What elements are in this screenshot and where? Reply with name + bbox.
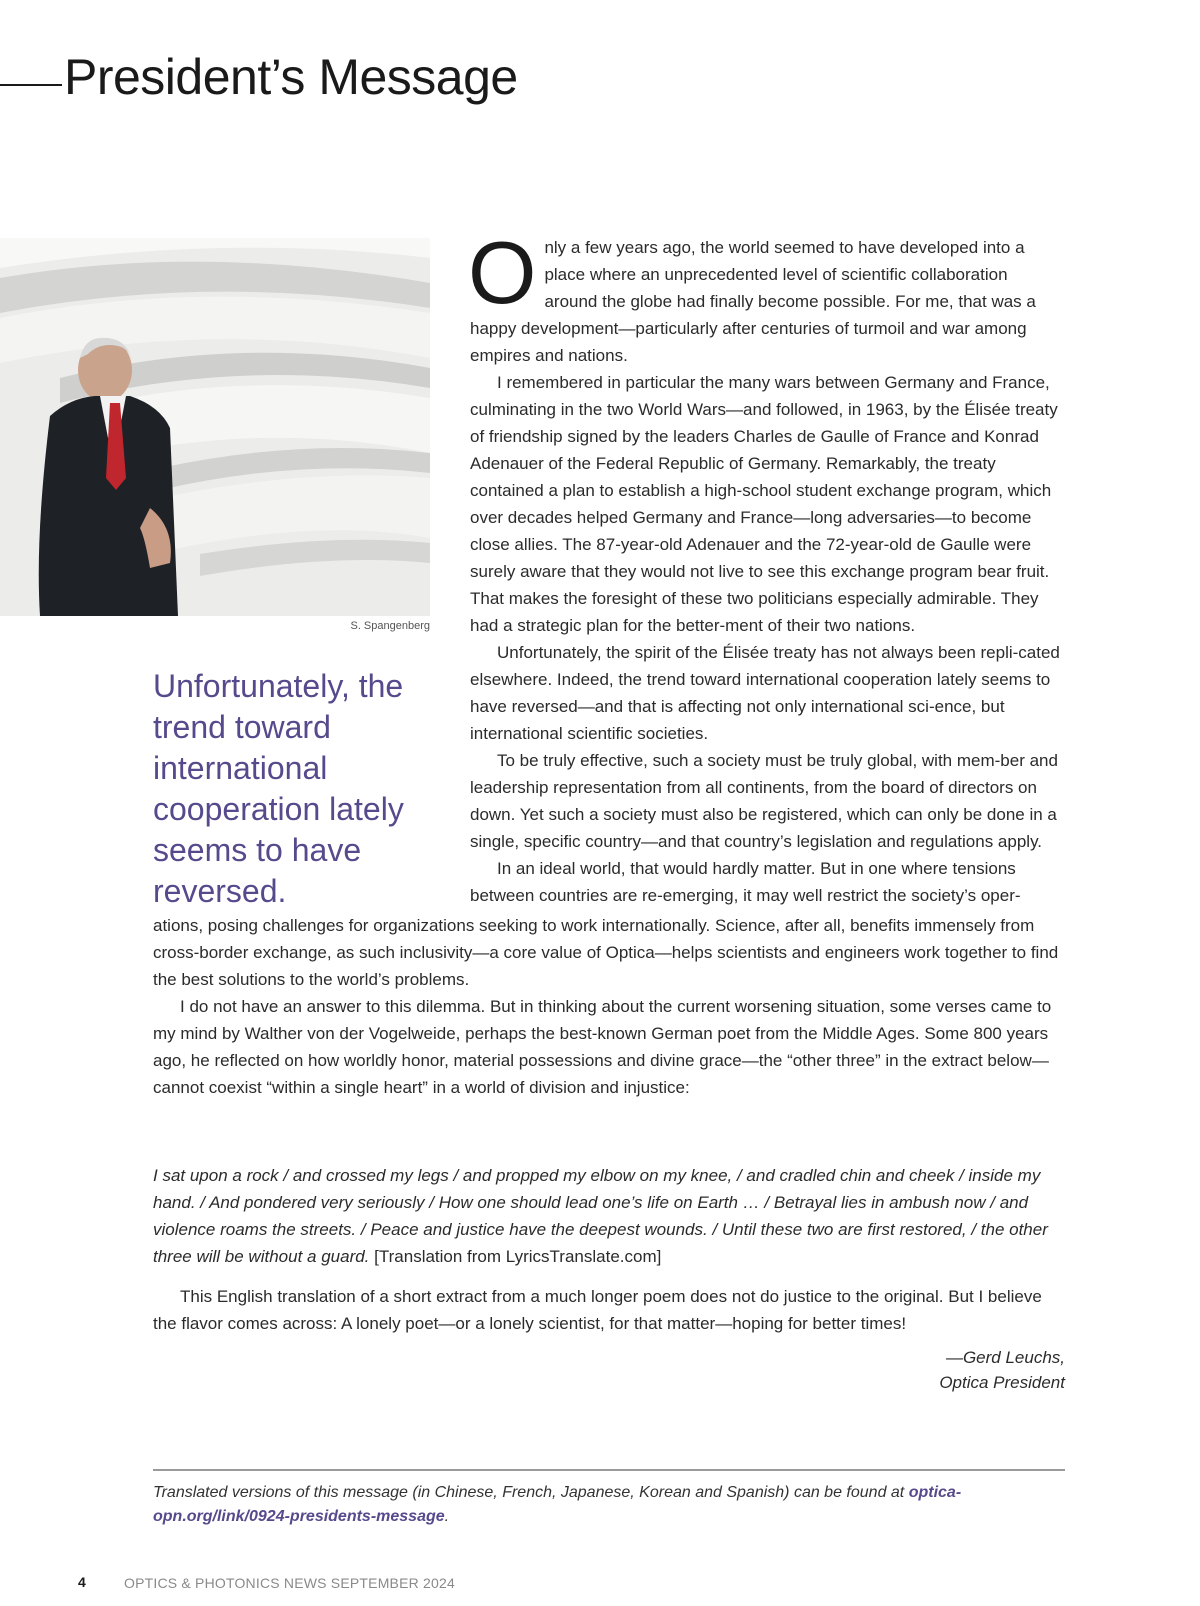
article-column-full (153, 912, 1065, 1101)
signature-name: —Gerd Leuchs, (945, 1348, 1065, 1367)
translation-link[interactable]: optica-opn.org/link/0924-presidents-message (153, 1484, 962, 1525)
president-photo-illustration (0, 238, 430, 616)
president-photo (0, 238, 430, 616)
article-paragraph-6: I do not have an answer to this dilemma. But in thinking about the current worsening situation, some verses came to my mind by Walther von der Vogelweide, perhaps the best-known German poet from the Middle Ages. Some 800 years ago, he reflected on how worldly honor, material possessions and divine grace—the “other three” in the extract below—cannot coexist “within a single heart” in a world of division and injustice: (153, 997, 1052, 1097)
translation-note (153, 1481, 1065, 1529)
article-paragraph-7: This English translation of a short extract from a much longer poem does not do justice to the original. But I believe the flavor comes across: A lonely poet—or a lonely scientist, for that matter—hoping for better times! (153, 1287, 1042, 1333)
article-paragraph-5-continued: ations, posing challenges for organizations seeking to work internationally. Science, after all, benefits immensely from cross-border exchange, as such inclusivity—a core value of Optica—helps scientists and engineers work together to find the best solutions to the world’s problems. (153, 916, 1059, 989)
poem-extract (153, 1162, 1065, 1270)
header-rule (0, 84, 62, 86)
article-paragraph-5-start: In an ideal world, that would hardly matter. But in one where tensions between countries are re-emerging, it may well restrict the society’s oper- (470, 859, 1021, 905)
article-paragraph-3: Unfortunately, the spirit of the Élisée treaty has not always been repli-cated elsewhere. Indeed, the trend toward international cooperation lately seems to have reversed—and that is affecting not only international sci-ence, but international scientific societies. (470, 643, 1060, 743)
article-closing (153, 1283, 1065, 1337)
footer-rule (153, 1469, 1065, 1471)
article-paragraph-2: I remembered in particular the many wars between Germany and France, culminating in the two World Wars—and followed, in 1963, by the Élisée treaty of friendship signed by the leaders Charles de Gaulle of France and Konrad Adenauer of the Federal Republic of Germany. Remarkably, the treaty contained a plan to establish a high-school student exchange program, which over decades helped Germany and France—long adversaries—to become close allies. The 87-year-old Adenauer and the 72-year-old de Gaulle were surely aware that they would not live to see this exchange program bear fruit. That makes the foresight of these two politicians especially admirable. They had a strategic plan for the better-ment of their two nations. (470, 373, 1058, 635)
drop-cap: O (468, 223, 537, 322)
article-column-right (468, 223, 1065, 909)
poem-text: I sat upon a rock / and crossed my legs / and propped my elbow on my knee, / and cradled chin and cheek / inside my hand. / And pondered very seriously / How one should lead one’s life on Earth … / Betrayal lies in ambush now / and violence roams the streets. / Peace and justice have the deepest wounds. / Until these two are first restored, / the other three will be without a guard. (153, 1166, 1048, 1266)
signature (939, 1345, 1065, 1395)
translation-note-text: Translated versions of this message (in Chinese, French, Japanese, Korean and Spanish) can be found at (153, 1484, 909, 1501)
page-number: 4 (78, 1574, 86, 1590)
poem-source: [Translation from LyricsTranslate.com] (374, 1247, 662, 1266)
article-paragraph-4: To be truly effective, such a society must be truly global, with mem-ber and leadership representation from all continents, from the board of directors on down. Yet such a society must also be registered, which can only be done in a single, specific country—and that country’s legislation and regulations apply. (470, 751, 1058, 851)
translation-note-end: . (444, 1508, 450, 1525)
article-paragraph-1 (468, 223, 1065, 369)
signature-role: Optica President (939, 1373, 1065, 1392)
running-footer: OPTICS & PHOTONICS NEWS SEPTEMBER 2024 (124, 1575, 455, 1591)
pull-quote: Unfortunately, the trend toward international cooperation lately seems to have reversed. (153, 668, 404, 909)
article-paragraph-1-text: nly a few years ago, the world seemed to have developed into a place where an unprecedented level of scientific collaboration around the globe had finally become possible. For me, that was a happy development—particularly after centuries of turmoil and war among empires and nations. (470, 238, 1036, 365)
photo-credit: S. Spangenberg (350, 620, 430, 632)
page-title: President’s Message (64, 49, 518, 105)
